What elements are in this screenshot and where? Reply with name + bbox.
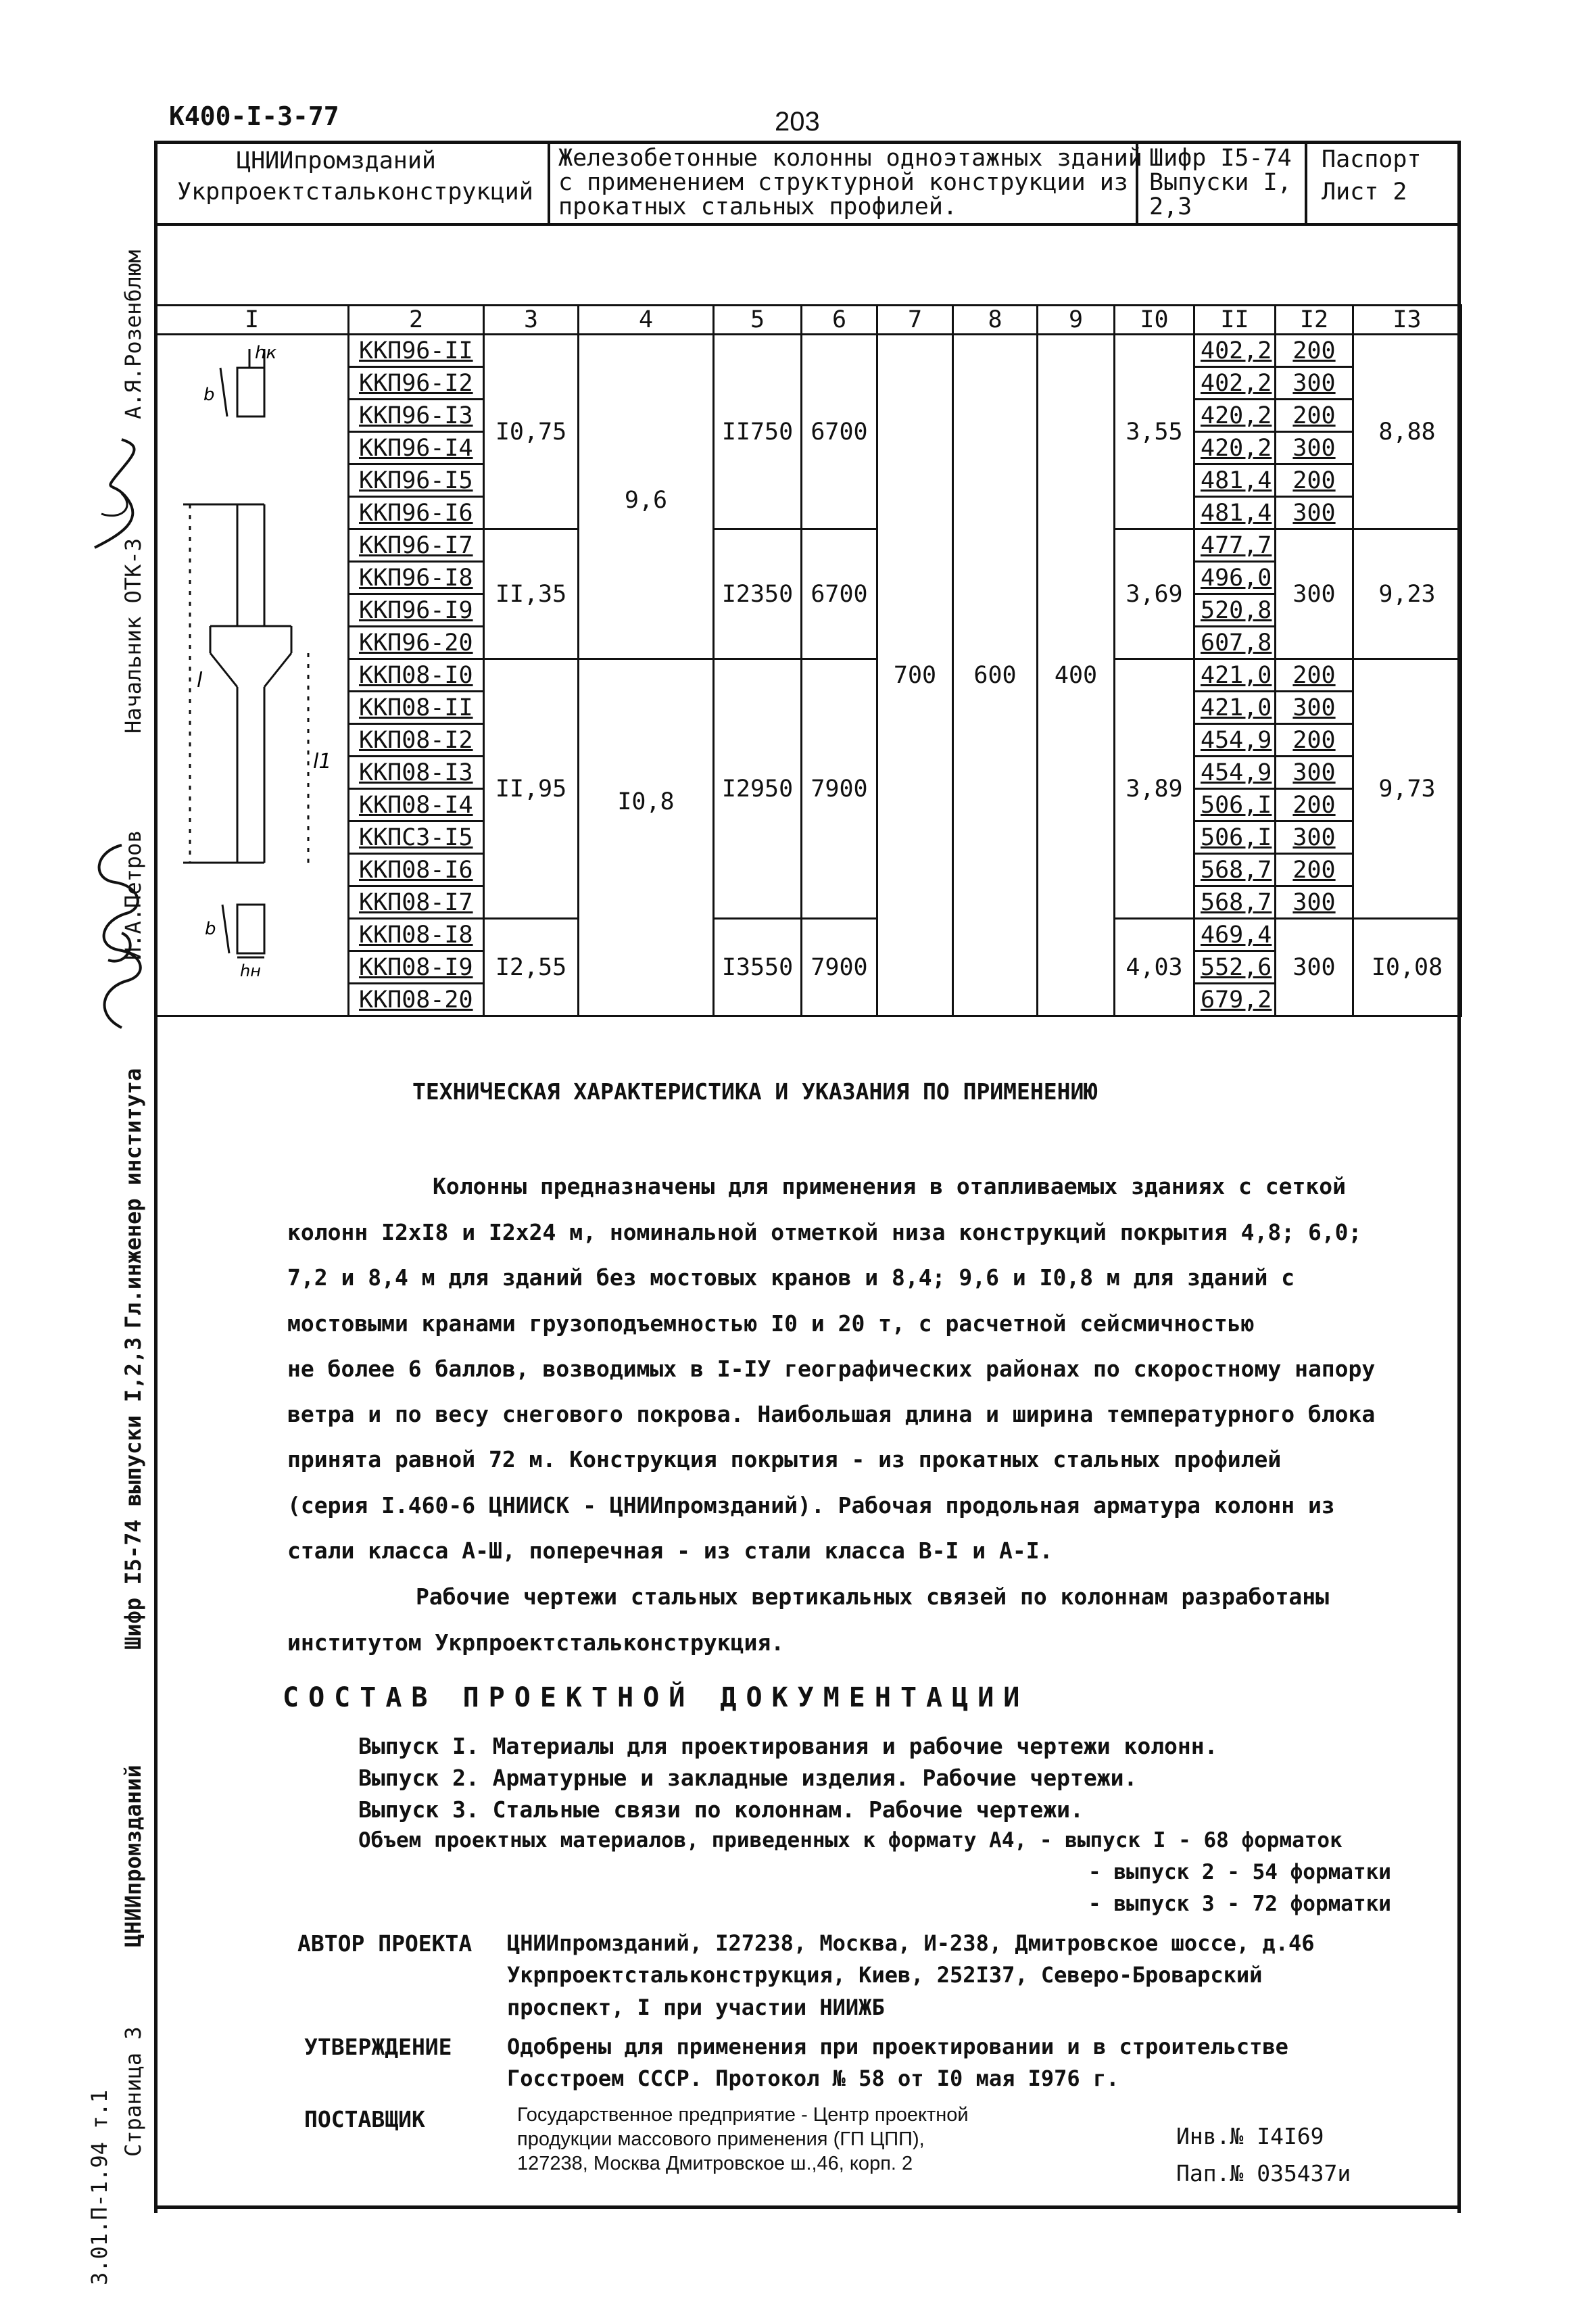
paragraph-line: не более 6 баллов, возводимых в I-IУ географических районах по скоростному напору [287, 1356, 1376, 1382]
composition-item: Выпуск 3. Стальные связи по колоннам. Рабочие чертежи. [358, 1796, 1084, 1823]
mark-cell: ККП08-I3 [349, 757, 484, 789]
cell-c10: 3,69 [1115, 529, 1194, 659]
approval-line: Госстроем СССР. Протокол № 58 от I0 мая I976 г. [507, 2066, 1119, 2091]
sketch-label-hk: hк [255, 343, 277, 363]
cell-c3: I2,55 [484, 919, 579, 1016]
cell-c12: 200 [1276, 854, 1353, 886]
paragraph-line: институтом Укрпроектстальконструкция. [287, 1629, 785, 1656]
side-page-word: Страница 3 [120, 2026, 146, 2157]
mark-cell: ККП96-I8 [349, 562, 484, 594]
column-header: 7 [877, 306, 953, 335]
cell-c3: I0,75 [484, 335, 579, 529]
cell-c11: 568,7 [1194, 886, 1276, 919]
cell-c12: 300 [1276, 432, 1353, 464]
composition-item: Объем проектных материалов, приведенных к формату А4, - выпуск I - 68 форматок [358, 1828, 1343, 1853]
cell-c11: 469,4 [1194, 919, 1276, 951]
header-cipher-3: 2,3 [1149, 193, 1192, 220]
table-header-row [155, 306, 1461, 335]
column-header: 9 [1038, 306, 1115, 335]
mark-cell: ККП96-I6 [349, 497, 484, 529]
header-divider-1 [548, 141, 550, 223]
cell-c5: I3550 [714, 919, 802, 1016]
side-chief-engineer-title: Гл.инженер института [120, 1068, 146, 1329]
mark-cell: ККП08-II [349, 692, 484, 724]
cell-c10: 3,89 [1115, 659, 1194, 919]
cell-c11: 454,9 [1194, 724, 1276, 757]
cell-c11: 454,9 [1194, 757, 1276, 789]
cell-c12: 200 [1276, 724, 1353, 757]
header-title-1: Железобетонные колонны одноэтажных зданий [558, 145, 1142, 172]
author-line: проспект, I при участии НИИЖБ [507, 1995, 885, 2020]
cell-c11: 421,0 [1194, 692, 1276, 724]
cell-c11: 402,2 [1194, 335, 1276, 367]
header-bottom-line [154, 223, 1457, 226]
mark-cell: ККП08-I2 [349, 724, 484, 757]
mark-cell: ККПС3-I5 [349, 821, 484, 854]
cell-c11: 506,I [1194, 789, 1276, 821]
cell-c4: 9,6 [579, 335, 714, 659]
mark-cell: ККП96-I3 [349, 400, 484, 432]
header-org-1: ЦНИИпромзданий [237, 147, 437, 174]
cell-c10: 3,55 [1115, 335, 1194, 529]
sketch-label-hn: hн [240, 961, 261, 980]
column-header: 6 [802, 306, 877, 335]
cell-c11: 420,2 [1194, 432, 1276, 464]
author-line: ЦНИИпромзданий, I27238, Москва, И-238, Дмитровское шоссе, д.46 [507, 1930, 1315, 1956]
inventory-number: Инв.№ I4I69 [1176, 2123, 1324, 2149]
cell-c12: 200 [1276, 464, 1353, 497]
cell-c12: 300 [1276, 886, 1353, 919]
column-header: II [1194, 306, 1276, 335]
column-header: 2 [349, 306, 484, 335]
supplier-line: продукции массового применения (ГП ЦПП), [517, 2128, 925, 2150]
cell-c12: 200 [1276, 789, 1353, 821]
paragraph-line: принята равной 72 м. Конструкция покрытия - из прокатных стальных профилей [287, 1446, 1282, 1473]
cell-c12: 300 [1276, 821, 1353, 854]
supplier-label: ПОСТАВЩИК [304, 2106, 425, 2132]
composition-item: Выпуск I. Материалы для проектирования и рабочие чертежи колонн. [358, 1733, 1218, 1759]
paragraph-line: колонн I2xI8 и I2x24 м, номинальной отметкой низа конструкций покрытия 4,8; 6,0; [287, 1219, 1362, 1245]
cell-c13: 9,73 [1353, 659, 1461, 919]
paragraph-line: Рабочие чертежи стальных вертикальных связей по колоннам разработаны [416, 1583, 1330, 1610]
author-label: АВТОР ПРОЕКТА [297, 1930, 473, 1957]
cell-c7: 700 [877, 335, 953, 1016]
mark-cell: ККП96-I9 [349, 594, 484, 627]
side-chief-engineer-name: И.А.Петров [120, 830, 146, 960]
cell-c11: 481,4 [1194, 464, 1276, 497]
column-header: I3 [1353, 306, 1461, 335]
cell-c11: 506,I [1194, 821, 1276, 854]
document-code: К400-I-3-77 [169, 101, 339, 131]
cell-c5: II750 [714, 335, 802, 529]
supplier-line: Государственное предприятие - Центр проектной [517, 2104, 969, 2126]
paragraph-line: стали класса А-Ш, поперечная - из стали класса В-I и А-I. [287, 1537, 1053, 1564]
cell-c11: 679,2 [1194, 984, 1276, 1016]
cell-c8: 600 [953, 335, 1038, 1016]
mark-cell: ККП96-I2 [349, 367, 484, 400]
header-title-3: прокатных стальных профилей. [558, 193, 958, 220]
cell-c3: II,95 [484, 659, 579, 919]
side-corner-code: 3.01.П-1.94 т.1 [87, 2090, 112, 2285]
section-title: ТЕХНИЧЕСКАЯ ХАРАКТЕРИСТИКА И УКАЗАНИЯ ПО ПРИМЕНЕНИЮ [412, 1078, 1098, 1105]
signature-head [81, 433, 155, 568]
column-header: 3 [484, 306, 579, 335]
paragraph-line: мостовыми кранами грузоподъемностью I0 и 20 т, с расчетной сейсмичностью [287, 1310, 1255, 1337]
cell-c5: I2350 [714, 529, 802, 659]
cell-c13: 9,23 [1353, 529, 1461, 659]
column-header: 4 [579, 306, 714, 335]
column-header: I [155, 306, 349, 335]
cell-c11: 568,7 [1194, 854, 1276, 886]
table-row [155, 335, 1461, 367]
side-head-name: А.Я.Розенблюм [120, 249, 146, 419]
cell-c10: 4,03 [1115, 919, 1194, 1016]
sketch-label-l: l [197, 669, 203, 692]
cell-c11: 477,7 [1194, 529, 1276, 562]
header-cipher-1: Шифр I5-74 [1149, 145, 1292, 172]
table-row [155, 529, 1461, 562]
column-sketch [156, 335, 347, 988]
sketch-label-b-top: b [203, 385, 215, 405]
cell-c11: 420,2 [1194, 400, 1276, 432]
side-head-title: Начальник ОТК-3 [120, 538, 146, 734]
column-sketch-cell [155, 335, 349, 1016]
mark-cell: ККП96-20 [349, 627, 484, 659]
column-header: I0 [1115, 306, 1194, 335]
paragraph-line: 7,2 и 8,4 м для зданий без мостовых кранов и 8,4; 9,6 и I0,8 м для зданий с [287, 1264, 1295, 1291]
paragraph-line: Колонны предназначены для применения в отапливаемых зданиях с сеткой [433, 1173, 1347, 1199]
cell-c12: 200 [1276, 400, 1353, 432]
folder-number: Пап.№ 035437и [1176, 2160, 1351, 2187]
volume-line: - выпуск 2 - 54 форматки [1088, 1860, 1391, 1884]
cell-c13: 8,88 [1353, 335, 1461, 529]
header-org-2: Укрпроектстальконструкций [177, 178, 533, 206]
cell-c6: 6700 [802, 335, 877, 529]
volume-line: - выпуск 3 - 72 форматки [1088, 1892, 1391, 1916]
cell-c11: 607,8 [1194, 627, 1276, 659]
header-passport-2: Лист 2 [1322, 178, 1407, 206]
composition-title: СОСТАВ ПРОЕКТНОЙ ДОКУМЕНТАЦИИ [283, 1682, 1030, 1713]
cell-c13: I0,08 [1353, 919, 1461, 1016]
mark-cell: ККП08-I6 [349, 854, 484, 886]
cell-c4: I0,8 [579, 659, 714, 1016]
cell-c12: 300 [1276, 757, 1353, 789]
header-divider-3 [1305, 141, 1307, 223]
composition-item: Выпуск 2. Арматурные и закладные изделия. Рабочие чертежи. [358, 1765, 1138, 1791]
cell-c3: II,35 [484, 529, 579, 659]
mark-cell: ККП96-II [349, 335, 484, 367]
frame-bottom-line [154, 2205, 1459, 2209]
approval-line: Одобрены для применения при проектировании и в строительстве [507, 2034, 1288, 2059]
signature-chief-engineer [81, 825, 155, 1041]
cell-c12: 300 [1276, 497, 1353, 529]
mark-cell: ККП08-I7 [349, 886, 484, 919]
cell-c11: 481,4 [1194, 497, 1276, 529]
cell-c6: 7900 [802, 919, 877, 1016]
cell-c11: 520,8 [1194, 594, 1276, 627]
column-header: 5 [714, 306, 802, 335]
cell-c12: 300 [1276, 529, 1353, 659]
cell-c12: 200 [1276, 659, 1353, 692]
cell-c11: 552,6 [1194, 951, 1276, 984]
sketch-label-l1: l1 [313, 750, 332, 773]
table-row [155, 659, 1461, 692]
supplier-line: 127238, Москва Дмитровское ш.,46, корп. 2 [517, 2153, 913, 2174]
page-number: 203 [775, 107, 820, 137]
side-cipher: Шифр I5-74 выпуски I,2,3 [120, 1337, 146, 1650]
cell-c6: 6700 [802, 529, 877, 659]
mark-cell: ККП96-I7 [349, 529, 484, 562]
header-passport-1: Паспорт [1322, 146, 1422, 173]
cell-c11: 402,2 [1194, 367, 1276, 400]
header-title-2: с применением структурной конструкции из [558, 169, 1128, 196]
cell-c12: 200 [1276, 335, 1353, 367]
cell-c5: I2950 [714, 659, 802, 919]
approval-label: УТВЕРЖДЕНИЕ [304, 2034, 452, 2060]
mark-cell: ККП96-I4 [349, 432, 484, 464]
cell-c12: 300 [1276, 692, 1353, 724]
cell-c11: 496,0 [1194, 562, 1276, 594]
side-org: ЦНИИпромзданий [120, 1765, 146, 1947]
cell-c9: 400 [1038, 335, 1115, 1016]
mark-cell: ККП08-I9 [349, 951, 484, 984]
cell-c6: 7900 [802, 659, 877, 919]
table-row [155, 919, 1461, 951]
header-cipher-2: Выпуски I, [1149, 169, 1292, 196]
column-header: I2 [1276, 306, 1353, 335]
paragraph-line: ветра и по весу снегового покрова. Наибольшая длина и ширина температурного блока [287, 1401, 1376, 1427]
sketch-label-b-bottom: b [205, 919, 216, 939]
mark-cell: ККП96-I5 [349, 464, 484, 497]
mark-cell: ККП08-I4 [349, 789, 484, 821]
column-header: 8 [953, 306, 1038, 335]
mark-cell: ККП08-I0 [349, 659, 484, 692]
data-table [154, 304, 1462, 1017]
cell-c12: 300 [1276, 367, 1353, 400]
mark-cell: ККП08-I8 [349, 919, 484, 951]
author-line: Укрпроектстальконструкция, Киев, 252I37, Северо-Броварский [507, 1962, 1263, 1988]
cell-c12: 300 [1276, 919, 1353, 1016]
cell-c11: 421,0 [1194, 659, 1276, 692]
mark-cell: ККП08-20 [349, 984, 484, 1016]
paragraph-line: (серия I.460-6 ЦНИИСК - ЦНИИпромзданий). Рабочая продольная арматура колонн из [287, 1492, 1335, 1519]
